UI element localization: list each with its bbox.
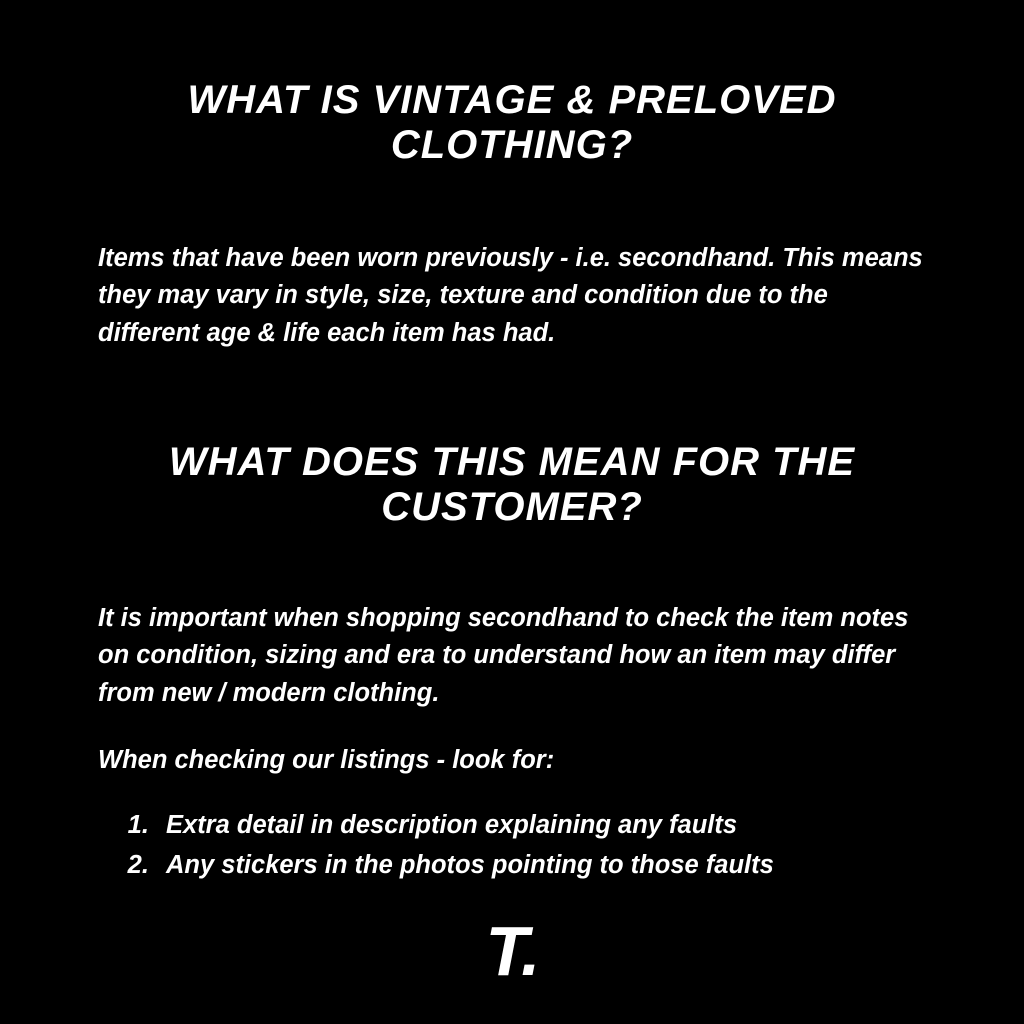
section-heading-block <box>80 440 944 530</box>
checklist <box>98 806 926 885</box>
listings-prompt-block <box>80 742 944 884</box>
intro-paragraph: Items that have been worn previously - i.e. secondhand. This means they may vary in style, size, texture and condition due to the different age & life each item has had. <box>98 243 923 347</box>
section-title: WHAT DOES THIS MEAN FOR THE CUSTOMER? <box>168 440 856 529</box>
list-item: 2. Any stickers in the photos pointing to those faults <box>156 846 926 884</box>
logo-text: T. <box>485 912 539 990</box>
brand-logo <box>0 912 1024 990</box>
intro-paragraph-block <box>80 240 944 352</box>
customer-paragraph-block <box>80 600 944 712</box>
page-title: WHAT IS VINTAGE & PRELOVED CLOTHING? <box>187 78 837 167</box>
list-item: 1. Extra detail in description explaining any faults <box>156 806 926 844</box>
listings-prompt: When checking our listings - look for: <box>98 746 555 775</box>
customer-paragraph: It is important when shopping secondhand to check the item notes on condition, sizing and era to understand how an item may differ from new / modern clothing. <box>98 603 909 707</box>
